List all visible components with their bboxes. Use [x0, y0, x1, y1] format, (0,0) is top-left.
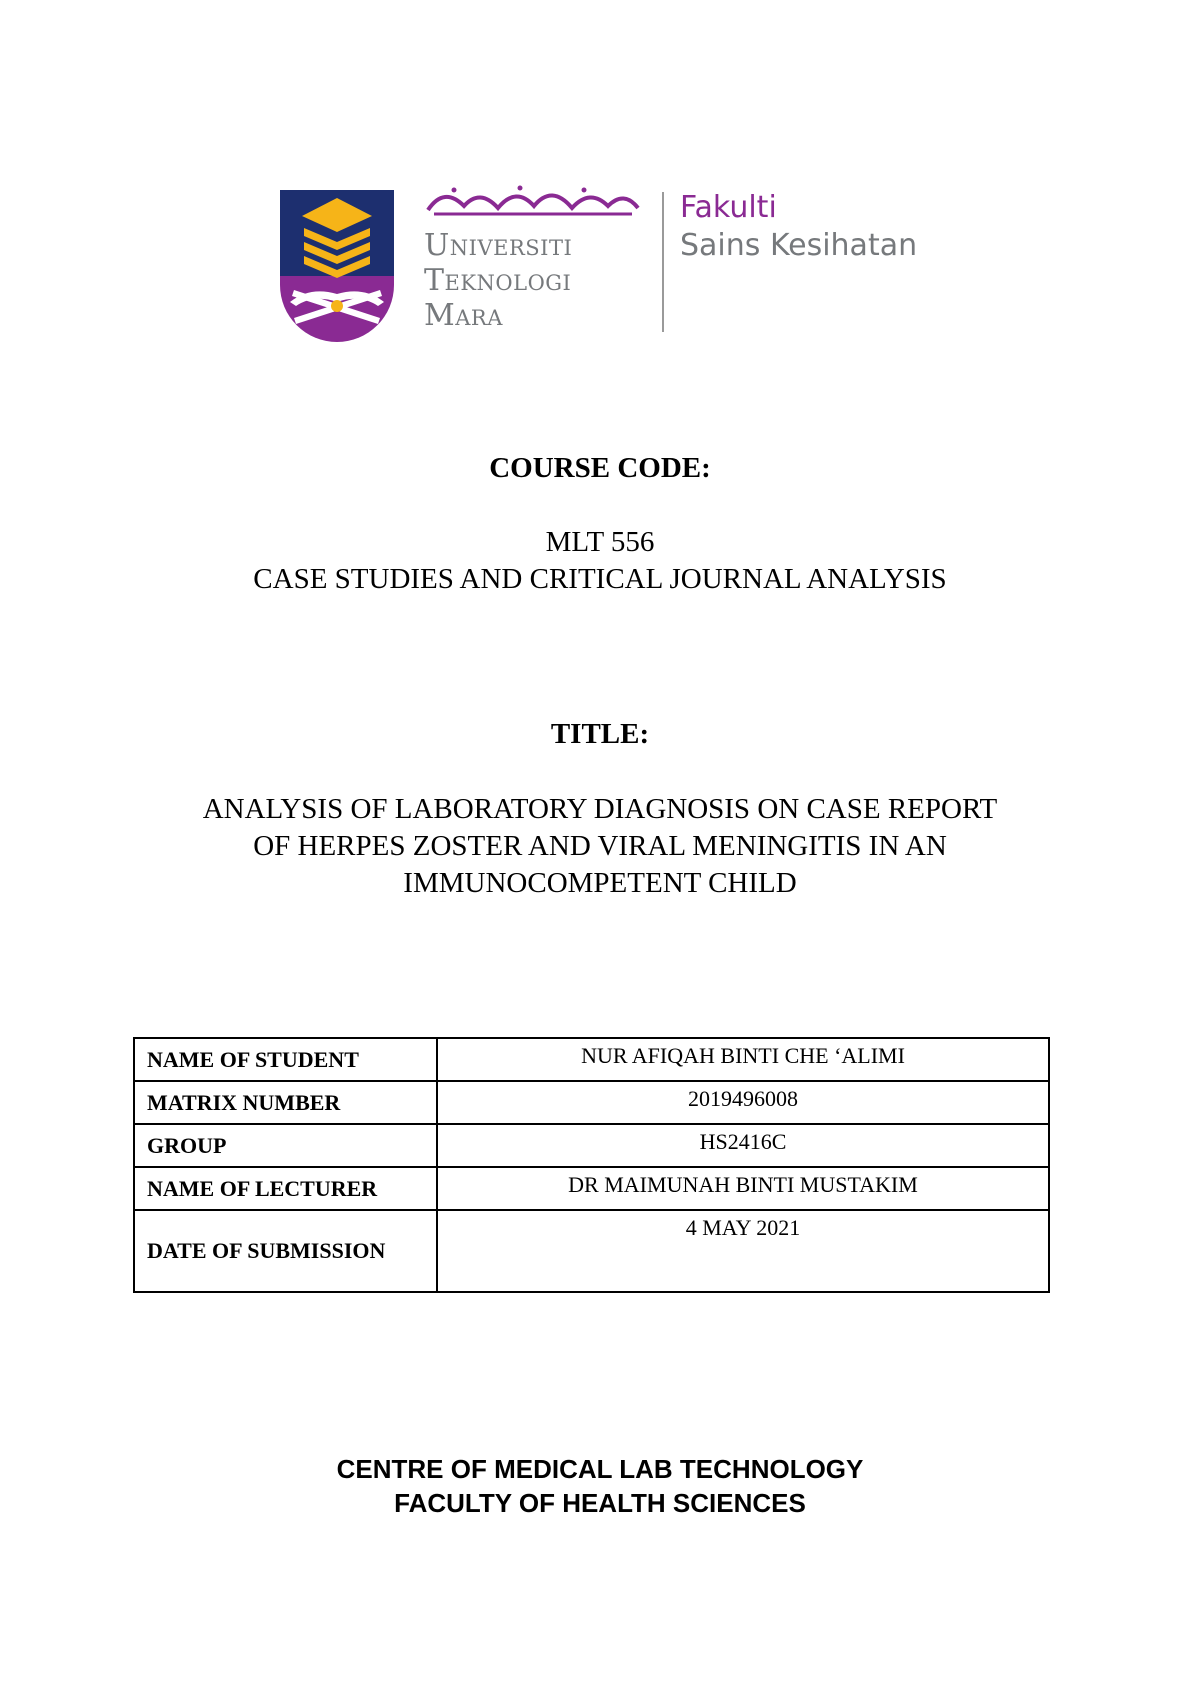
- table-row: [134, 1124, 1049, 1167]
- university-name-line: Universiti: [424, 228, 573, 263]
- course-name: CASE STUDIES AND CRITICAL JOURNAL ANALYSIS: [253, 563, 947, 595]
- faculty-name: Sains Kesihatan: [680, 228, 918, 263]
- footer-faculty: FACULTY OF HEALTH SCIENCES: [394, 1488, 806, 1518]
- info-value: 2019496008: [437, 1081, 1049, 1124]
- university-name-line: Teknologi: [424, 263, 572, 298]
- logo-divider: [662, 192, 664, 332]
- table-row: [134, 1038, 1049, 1081]
- info-value: NUR AFIQAH BINTI CHE ‘ALIMI: [437, 1038, 1049, 1081]
- university-name-jawi: [424, 180, 642, 220]
- table-row: [134, 1210, 1049, 1292]
- title-line: ANALYSIS OF LABORATORY DIAGNOSIS ON CASE REPORT: [202, 793, 998, 825]
- student-info-table: [133, 1037, 1050, 1293]
- course-code: MLT 556: [545, 526, 655, 558]
- footer-centre: CENTRE OF MEDICAL LAB TECHNOLOGY: [336, 1454, 864, 1484]
- table-row: [134, 1081, 1049, 1124]
- university-name-line: Mara: [424, 298, 503, 333]
- info-value: HS2416C: [437, 1124, 1049, 1167]
- faculty-label: Fakulti: [680, 190, 777, 225]
- info-label: DATE OF SUBMISSION: [134, 1210, 437, 1292]
- title-heading: TITLE:: [550, 718, 650, 750]
- info-label: NAME OF LECTURER: [134, 1167, 437, 1210]
- info-value: DR MAIMUNAH BINTI MUSTAKIM: [437, 1167, 1049, 1210]
- table-row: [134, 1167, 1049, 1210]
- info-value: 4 MAY 2021: [437, 1210, 1049, 1292]
- info-label: MATRIX NUMBER: [134, 1081, 437, 1124]
- course-code-heading: COURSE CODE:: [489, 452, 711, 484]
- title-line: OF HERPES ZOSTER AND VIRAL MENINGITIS IN AN: [253, 830, 947, 862]
- university-name: [424, 228, 654, 333]
- title-line: IMMUNOCOMPETENT CHILD: [403, 867, 797, 899]
- university-logo: [0, 0, 1200, 360]
- uitm-crest-icon: [280, 190, 394, 344]
- info-label: NAME OF STUDENT: [134, 1038, 437, 1081]
- info-label: GROUP: [134, 1124, 437, 1167]
